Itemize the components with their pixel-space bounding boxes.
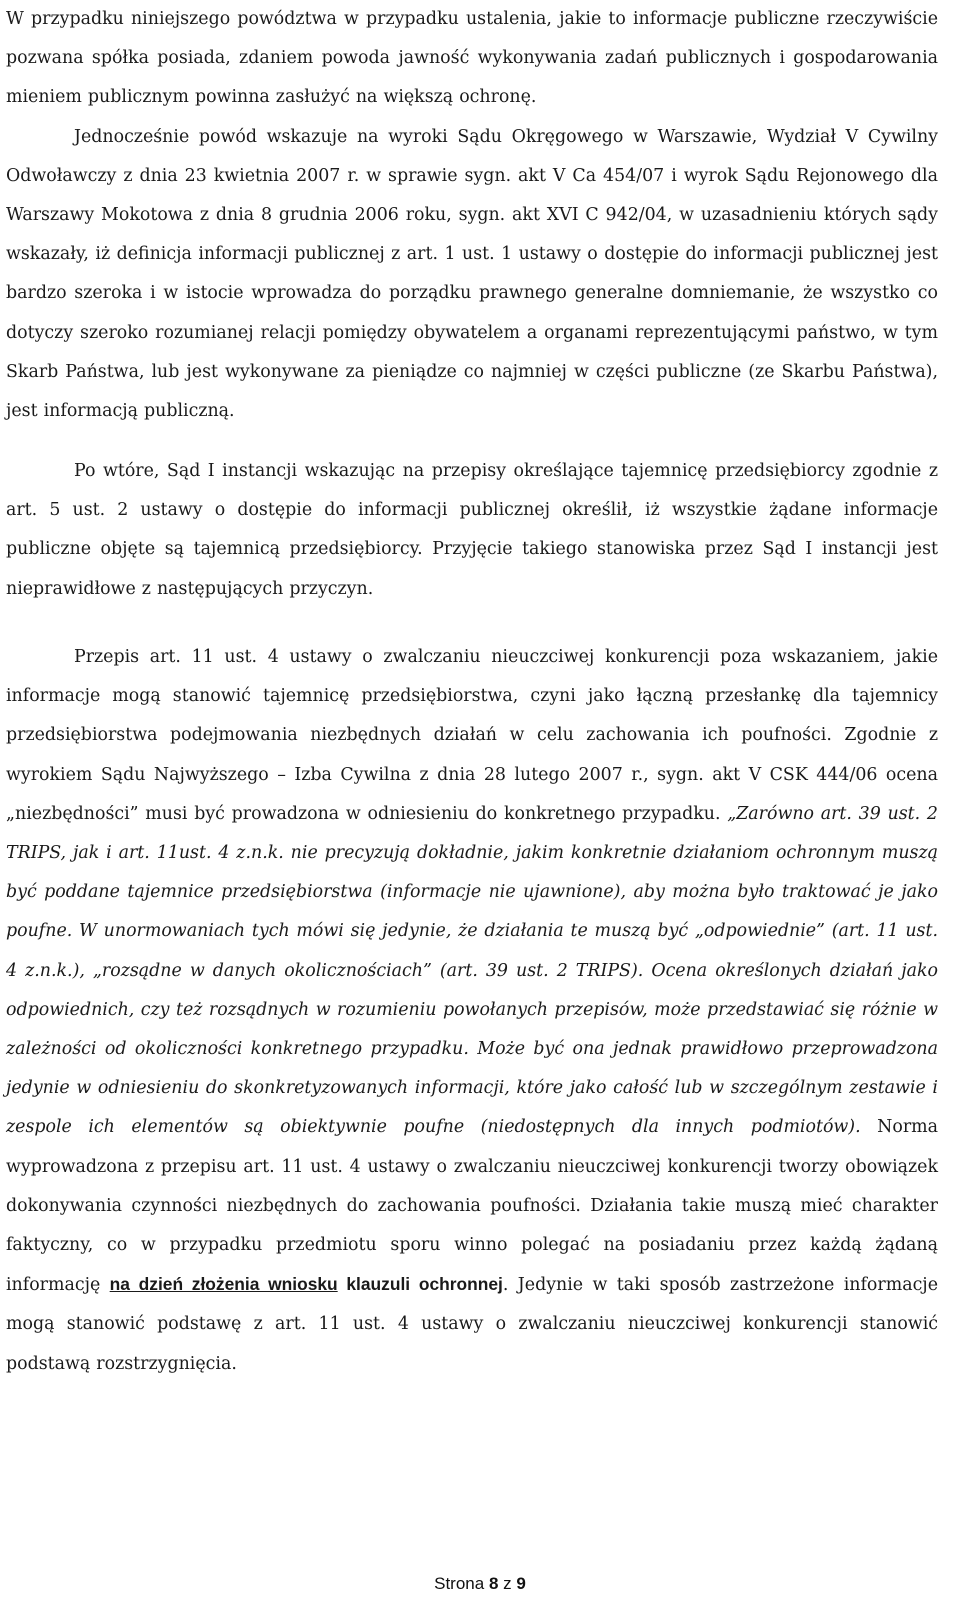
paragraph-3-text-a: Przepis art. 11 ust. 4 ustawy o zwalczaniu nieuczciwej konkurencji poza wskazaniem, jakie informacje mogą stanowić tajemnicę przedsiębiorstwa, czyni jako łączną przesłankę dla tajemnicy przedsiębiorstwa podejmowania niezbędnych działań w celu zachowania ich poufności. Zgodnie z wyrokiem Sądu Najwyższego – Izba Cywilna z dnia 28 lutego 2007 r., sygn. akt V CSK 444/06 ocena „niezbędności” musi być prowadzona w odniesieniu do konkretnego przypadku.: [6, 647, 938, 824]
footer-separator: z: [503, 1574, 512, 1593]
emphasis-bold: klauzuli ochronnej: [337, 1274, 503, 1295]
paragraph-2-text: Po wtóre, Sąd I instancji wskazując na przepisy określające tajemnicę przedsiębiorcy zgodnie z art. 5 ust. 2 ustawy o dostępie do informacji publicznej określił, iż wszystkie żądane informacje publiczne objęte są tajemnicą przedsiębiorcy. Przyjęcie takiego stanowiska przez Sąd I instancji jest nieprawidłowe z następujących przyczyn.: [6, 461, 938, 599]
footer-label: Strona: [434, 1574, 485, 1593]
paragraph-2: [6, 452, 938, 609]
paragraph-3-text-b: Norma wyprowadzona z przepisu art. 11 ust. 4 ustawy o zwalczaniu nieuczciwej konkurencji tworzy obowiązek dokonywania czynności niezbędnych do zachowania poufności. Działania takie muszą mieć charakter faktyczny, co w przypadku przedmiotu sporu winno polegać na posiadaniu przez każdą żądaną informację: [6, 1117, 938, 1296]
court-quote: „Zarówno art. 39 ust. 2 TRIPS, jak i art. 11ust. 4 z.n.k. nie precyzują dokładnie, jakim konkretnie działaniom ochronnym muszą być poddane tajemnice przedsiębiorstwa (informacje nie ujawnione), aby można było traktować je jako poufne. W unormowaniach tych mówi się jedynie, że działania te muszą być „odpowiednie” (art. 11 ust. 4 z.n.k.), „rozsądne w danych okolicznościach” (art. 39 ust. 2 TRIPS). Ocena określonych działań jako odpowiednich, czy też rozsądnych w rozumieniu powołanych przepisów, może przedstawiać się różnie w zależności od okoliczności konkretnego przypadku. Może być ona jednak prawidłowo przeprowadzona jedynie w odniesieniu do skonkretyzowanych informacji, które jako całość lub w szczególnym zestawie i zespole ich elementów są obiektywnie poufne (niedostępnych dla innych podmiotów).: [6, 803, 938, 1138]
emphasis-underlined: na dzień złożenia wniosku: [109, 1274, 338, 1295]
footer-current-page: 8: [488, 1574, 499, 1593]
paragraph-1-text-a: W przypadku niniejszego powództwa w przypadku ustalenia, jakie to informacje publiczne rzeczywiście pozwana spółka posiada, zdaniem powoda jawność wykonywania zadań publicznych i gospodarowania mieniem publicznym powinna zasłużyć na większą ochronę.: [6, 9, 938, 108]
paragraph-3: [6, 638, 938, 1384]
paragraph-1-text-b: Jednocześnie powód wskazuje na wyroki Sądu Okręgowego w Warszawie, Wydział V Cywilny Odwoławczy z dnia 23 kwietnia 2007 r. w sprawie sygn. akt V Ca 454/07 i wyrok Sądu Rejonowego dla Warszawy Mokotowa z dnia 8 grudnia 2006 roku, sygn. akt XVI C 942/04, w uzasadnieniu których sądy wskazały, iż definicja informacji publicznej z art. 1 ust. 1 ustawy o dostępie do informacji publicznej jest bardzo szeroka i w istocie wprowadza do porządku prawnego generalne domniemanie, że wszystko co dotyczy szeroko rozumianej relacji pomiędzy obywatelem a organami reprezentującymi państwo, w tym Skarb Państwa, lub jest wykonywane za pieniądze co najmniej w części publiczne (ze Skarbu Państwa), jest informacją publiczną.: [6, 126, 938, 422]
page-footer: [0, 1574, 960, 1594]
paragraph-1: [6, 0, 938, 431]
paragraph-3-text-c: . Jedynie w taki sposób zastrzeżone informacje mogą stanowić podstawę z art. 11 ust. 4 ustawy o zwalczaniu nieuczciwej konkurencji stanowić podstawą rozstrzygnięcia.: [6, 1275, 938, 1374]
footer-total-pages: 9: [516, 1574, 526, 1593]
